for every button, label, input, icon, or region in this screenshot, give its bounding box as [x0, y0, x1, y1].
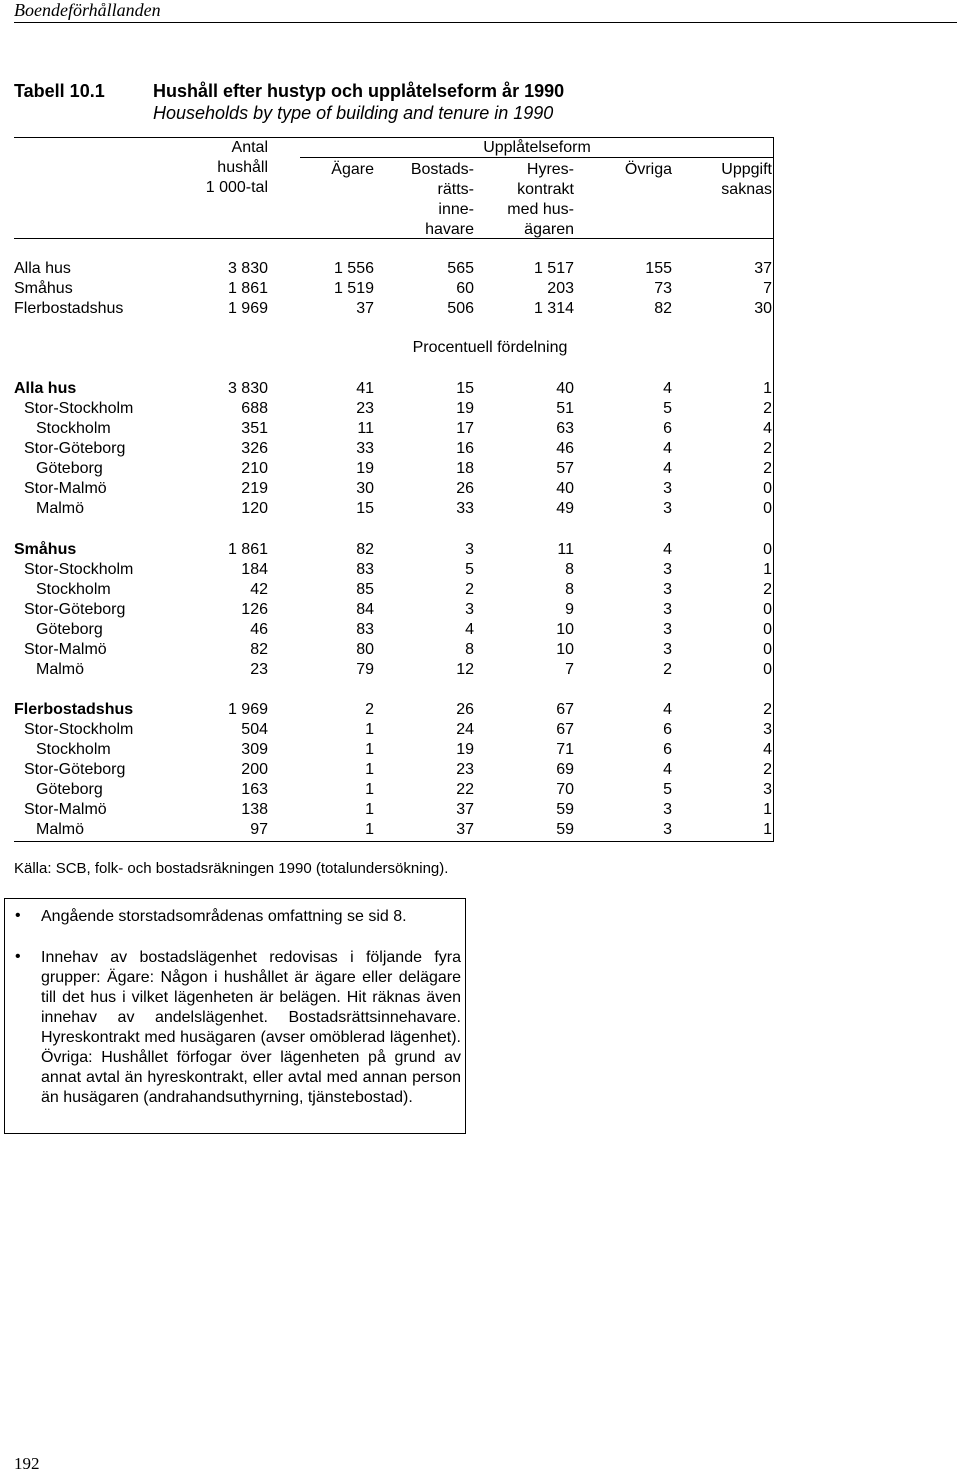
notes-box — [4, 898, 466, 1134]
cell-value: 0 — [763, 500, 772, 517]
bullet-icon: • — [15, 948, 21, 965]
cell-value: 11 — [357, 420, 374, 437]
cell-value: 40 — [556, 480, 574, 497]
cell-value: 4 — [763, 741, 772, 758]
cell-value: 30 — [754, 300, 772, 317]
table-title: Hushåll efter hustyp och upplåtelseform år 1990 — [153, 81, 565, 101]
cell-value: 57 — [556, 460, 574, 477]
cell-value: 4 — [763, 420, 772, 437]
cell-value: 82 — [356, 541, 374, 558]
cell-value: 4 — [663, 460, 672, 477]
table-row — [0, 720, 960, 740]
cell-value: 37 — [356, 300, 374, 317]
cell-value: 3 — [663, 500, 672, 517]
row-label: Alla hus — [14, 380, 77, 397]
cell-value: 184 — [241, 561, 268, 578]
cell-value: 9 — [565, 601, 574, 618]
cell-value: 0 — [763, 480, 772, 497]
table-row — [0, 780, 960, 800]
header-hyreskontrakt: kontrakt — [517, 181, 574, 198]
row-label: Stor-Stockholm — [24, 561, 134, 578]
cell-value: 1 — [763, 801, 772, 818]
row-label: Göteborg — [36, 621, 103, 638]
source-note: Källa: SCB, folk- och bostadsräkningen 1990 (totalundersökning). — [14, 860, 449, 877]
row-label: Göteborg — [36, 781, 103, 798]
cell-value: 138 — [241, 801, 268, 818]
cell-value: 2 — [763, 701, 772, 718]
cell-value: 33 — [456, 500, 474, 517]
cell-value: 1 — [763, 380, 772, 397]
cell-value: 504 — [241, 721, 268, 738]
cell-value: 3 — [663, 480, 672, 497]
cell-value: 506 — [447, 300, 474, 317]
row-label: Stor-Göteborg — [24, 761, 126, 778]
cell-value: 16 — [456, 440, 474, 457]
cell-value: 97 — [250, 821, 268, 838]
row-label: Göteborg — [36, 460, 103, 477]
cell-value: 46 — [250, 621, 268, 638]
cell-value: 2 — [663, 661, 672, 678]
table-row — [0, 660, 960, 680]
cell-value: 2 — [763, 440, 772, 457]
cell-value: 60 — [456, 280, 474, 297]
cell-value: 10 — [556, 641, 574, 658]
cell-value: 8 — [565, 581, 574, 598]
cell-value: 5 — [663, 400, 672, 417]
cell-value: 8 — [465, 641, 474, 658]
cell-value: 2 — [763, 581, 772, 598]
header-uppgift-saknas: Uppgift — [721, 161, 772, 178]
cell-value: 73 — [654, 280, 672, 297]
cell-value: 203 — [547, 280, 574, 297]
cell-value: 3 — [465, 541, 474, 558]
table-row — [0, 459, 960, 479]
row-label: Stor-Stockholm — [24, 721, 134, 738]
cell-value: 3 — [465, 601, 474, 618]
row-label: Småhus — [14, 541, 77, 558]
table-row — [0, 299, 960, 319]
cell-value: 1 517 — [533, 260, 574, 277]
cell-value: 15 — [456, 380, 474, 397]
page-number: 192 — [14, 1454, 40, 1473]
cell-value: 1 — [763, 561, 772, 578]
table-row — [0, 419, 960, 439]
cell-value: 24 — [456, 721, 474, 738]
cell-value: 30 — [356, 480, 374, 497]
header-bostadsratt: inne- — [438, 201, 474, 218]
cell-value: 15 — [356, 500, 374, 517]
cell-value: 67 — [556, 701, 574, 718]
cell-value: 3 — [663, 801, 672, 818]
table-row — [0, 800, 960, 820]
cell-value: 210 — [241, 460, 268, 477]
cell-value: 1 — [365, 761, 374, 778]
header-ovriga: Övriga — [624, 161, 672, 178]
cell-value: 0 — [763, 641, 772, 658]
cell-value: 5 — [663, 781, 672, 798]
row-label: Småhus — [14, 280, 73, 297]
cell-value: 3 830 — [227, 380, 268, 397]
cell-value: 4 — [663, 440, 672, 457]
bullet-icon: • — [15, 907, 21, 924]
cell-value: 0 — [763, 621, 772, 638]
cell-value: 80 — [356, 641, 374, 658]
row-label: Stor-Malmö — [24, 480, 107, 497]
cell-value: 63 — [556, 420, 574, 437]
cell-value: 23 — [250, 661, 268, 678]
cell-value: 42 — [250, 581, 268, 598]
cell-value: 19 — [456, 741, 474, 758]
cell-value: 0 — [763, 541, 772, 558]
table-row — [0, 740, 960, 760]
cell-value: 1 — [763, 821, 772, 838]
row-label: Malmö — [36, 821, 85, 838]
table-number: Tabell 10.1 — [14, 81, 105, 101]
row-label: Stor-Stockholm — [24, 400, 134, 417]
cell-value: 0 — [763, 601, 772, 618]
cell-value: 40 — [556, 380, 574, 397]
cell-value: 3 — [663, 561, 672, 578]
table-row — [0, 700, 960, 720]
cell-value: 41 — [356, 380, 374, 397]
cell-value: 1 314 — [533, 300, 574, 317]
row-label: Malmö — [36, 661, 85, 678]
cell-value: 71 — [556, 741, 574, 758]
cell-value: 6 — [663, 721, 672, 738]
cell-value: 2 — [763, 400, 772, 417]
table-row — [0, 259, 960, 279]
cell-value: 79 — [356, 661, 374, 678]
cell-value: 3 — [763, 721, 772, 738]
cell-value: 0 — [763, 661, 772, 678]
table-row — [0, 820, 960, 840]
header-upplatelseform: Upplåtelseform — [483, 139, 591, 156]
cell-value: 6 — [663, 420, 672, 437]
row-label: Stor-Göteborg — [24, 601, 126, 618]
header-bostadsratt: Bostads- — [410, 161, 474, 178]
table-row — [0, 540, 960, 560]
cell-value: 326 — [241, 440, 268, 457]
cell-value: 12 — [456, 661, 474, 678]
cell-value: 1 861 — [227, 280, 268, 297]
row-label: Stockholm — [36, 420, 111, 437]
cell-value: 10 — [556, 621, 574, 638]
cell-value: 163 — [241, 781, 268, 798]
header-hyreskontrakt: med hus- — [507, 201, 574, 218]
table-row — [0, 560, 960, 580]
cell-value: 49 — [556, 500, 574, 517]
running-head: Boendeförhållanden — [14, 0, 161, 20]
cell-value: 8 — [565, 561, 574, 578]
cell-value: 82 — [250, 641, 268, 658]
table-row — [0, 580, 960, 600]
table-row — [0, 620, 960, 640]
table-row — [0, 399, 960, 419]
table-row — [0, 499, 960, 519]
cell-value: 59 — [556, 801, 574, 818]
cell-value: 309 — [241, 741, 268, 758]
cell-value: 3 — [663, 601, 672, 618]
table-row — [0, 760, 960, 780]
cell-value: 565 — [447, 260, 474, 277]
cell-value: 67 — [556, 721, 574, 738]
header-bostadsratt: rätts- — [437, 181, 474, 198]
cell-value: 22 — [456, 781, 474, 798]
cell-value: 1 861 — [227, 541, 268, 558]
cell-value: 351 — [241, 420, 268, 437]
cell-value: 1 — [365, 741, 374, 758]
cell-value: 1 — [365, 781, 374, 798]
cell-value: 1 556 — [333, 260, 374, 277]
row-label: Stor-Malmö — [24, 641, 107, 658]
row-label: Malmö — [36, 500, 85, 517]
row-label: Flerbostadshus — [14, 300, 124, 317]
cell-value: 4 — [663, 541, 672, 558]
header-hyreskontrakt: Hyres- — [526, 161, 574, 178]
cell-value: 69 — [556, 761, 574, 778]
cell-value: 83 — [356, 621, 374, 638]
cell-value: 1 969 — [227, 300, 268, 317]
cell-value: 3 — [663, 581, 672, 598]
table-row — [0, 279, 960, 299]
table-row — [0, 600, 960, 620]
cell-value: 3 830 — [227, 260, 268, 277]
cell-value: 19 — [356, 460, 374, 477]
header-agare: Ägare — [331, 161, 374, 178]
cell-value: 2 — [465, 581, 474, 598]
cell-value: 1 — [365, 801, 374, 818]
row-label: Stor-Göteborg — [24, 440, 126, 457]
cell-value: 2 — [763, 460, 772, 477]
header-hyreskontrakt: ägaren — [524, 221, 574, 238]
cell-value: 23 — [356, 400, 374, 417]
cell-value: 83 — [356, 561, 374, 578]
cell-value: 1 969 — [227, 701, 268, 718]
cell-value: 3 — [663, 821, 672, 838]
cell-value: 59 — [556, 821, 574, 838]
cell-value: 19 — [456, 400, 474, 417]
cell-value: 26 — [456, 480, 474, 497]
cell-value: 85 — [356, 581, 374, 598]
cell-value: 219 — [241, 480, 268, 497]
row-label: Alla hus — [14, 260, 71, 277]
cell-value: 18 — [456, 460, 474, 477]
cell-value: 11 — [557, 541, 574, 558]
header-antal: Antal — [231, 139, 268, 156]
header-antal: hushåll — [217, 159, 268, 176]
cell-value: 37 — [456, 821, 474, 838]
cell-value: 3 — [763, 781, 772, 798]
cell-value: 6 — [663, 741, 672, 758]
cell-value: 84 — [356, 601, 374, 618]
cell-value: 46 — [556, 440, 574, 457]
cell-value: 126 — [241, 601, 268, 618]
row-label: Stockholm — [36, 581, 111, 598]
cell-value: 200 — [241, 761, 268, 778]
cell-value: 37 — [456, 801, 474, 818]
table-subtitle: Households by type of building and tenure in 1990 — [153, 103, 554, 123]
cell-value: 37 — [754, 260, 772, 277]
cell-value: 1 519 — [333, 280, 374, 297]
table-row — [0, 640, 960, 660]
cell-value: 7 — [763, 280, 772, 297]
cell-value: 4 — [663, 701, 672, 718]
table-bottom-rule — [14, 841, 774, 842]
cell-value: 688 — [241, 400, 268, 417]
cell-value: 2 — [763, 761, 772, 778]
row-label: Stor-Malmö — [24, 801, 107, 818]
cell-value: 17 — [456, 420, 474, 437]
cell-value: 1 — [365, 721, 374, 738]
cell-value: 4 — [663, 761, 672, 778]
cell-value: 7 — [565, 661, 574, 678]
note-tenure: Innehav av bostadslägenhet redovisas i följande fyra grupper: Ägare: Någon i hushållet är ägare eller delägare till det hus i vilket lägenheten är belägen. Hit räknas även innehav av andelslägenhet. Bostadsrättsinnehavare. Hyreskontrakt med husägaren (avser omöblerad lägenhet). Övriga: Hushållet förfogar över lägenheten på grund av annat avtal än hyreskontrakt, eller avtal med annan person än husägaren (andrahandsuthyrning, tjänstebostad). — [41, 949, 461, 1106]
cell-value: 3 — [663, 621, 672, 638]
header-antal: 1 000-tal — [205, 179, 268, 196]
cell-value: 4 — [465, 621, 474, 638]
cell-value: 26 — [456, 701, 474, 718]
header-uppgift-saknas: saknas — [721, 181, 772, 198]
cell-value: 120 — [241, 500, 268, 517]
row-label: Flerbostadshus — [14, 701, 134, 718]
cell-value: 23 — [456, 761, 474, 778]
table-row — [0, 479, 960, 499]
header-rule — [14, 22, 957, 23]
cell-value: 51 — [556, 400, 574, 417]
cell-value: 70 — [556, 781, 574, 798]
cell-value: 5 — [465, 561, 474, 578]
table-row — [0, 439, 960, 459]
cell-value: 82 — [654, 300, 672, 317]
cell-value: 1 — [365, 821, 374, 838]
cell-value: 4 — [663, 380, 672, 397]
section-percent-label: Procentuell fördelning — [412, 339, 568, 356]
row-label: Stockholm — [36, 741, 111, 758]
cell-value: 155 — [645, 260, 672, 277]
cell-value: 2 — [365, 701, 374, 718]
table-row — [0, 379, 960, 399]
cell-value: 33 — [356, 440, 374, 457]
note-scope: Angående storstadsområdenas omfattning se sid 8. — [41, 908, 407, 925]
header-bostadsratt: havare — [425, 221, 474, 238]
cell-value: 3 — [663, 641, 672, 658]
